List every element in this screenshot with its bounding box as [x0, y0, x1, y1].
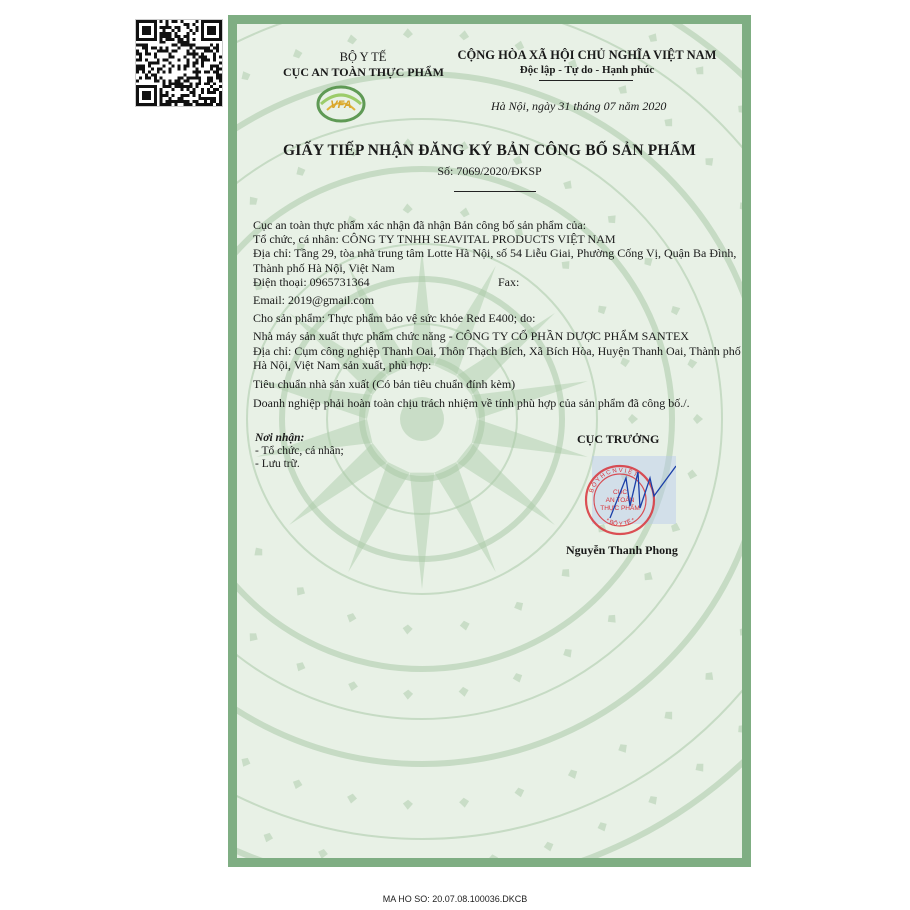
- address-line: Địa chỉ: Tầng 29, tòa nhà trung tâm Lotte Hà Nội, số 54 Liễu Giai, Phường Cống Vị, Quận Ba Đình, Thành phố Hà Nội, Việt Nam: [253, 246, 737, 275]
- document-number: Số: 7069/2020/ĐKSP: [437, 164, 542, 178]
- department-name: CỤC AN TOÀN THỰC PHẨM: [283, 65, 444, 79]
- intro-text: Cục an toàn thực phẩm xác nhận đã nhận Bản công bố sản phẩm của:: [253, 218, 587, 232]
- svg-text:B Ộ Y H C N V I Ệ T: B Ộ Y H C N V I Ệ T: [589, 467, 639, 494]
- responsibility-line: Doanh nghiệp phải hoàn toàn chịu trách nhiệm về tính phù hợp của sản phẩm đã công bố./.: [253, 396, 690, 411]
- certificate-border: [228, 15, 751, 867]
- motto-underline: [539, 80, 633, 81]
- issuing-authority: [283, 50, 443, 80]
- certificate-paper: [237, 24, 742, 858]
- manufacturer-address-line: Địa chỉ: Cụm công nghiệp Thanh Oai, Thôn Thạch Bích, Xã Bích Hòa, Huyện Thanh Oai, Thành phố Hà Nội, Việt Nam sản xuất, phù hợp:: [253, 343, 741, 372]
- recipients-block: [255, 432, 455, 471]
- svg-text:CỤC: CỤC: [612, 489, 628, 496]
- qr-code: [135, 19, 223, 107]
- signer-position: CỤC TRƯỞNG: [577, 432, 660, 446]
- signer-name: Nguyễn Thanh Phong: [566, 543, 678, 557]
- certificate-body: [253, 218, 742, 410]
- standard-line: Tiêu chuẩn nhà sản xuất (Có bản tiêu chuẩn đính kèm): [253, 377, 516, 392]
- svg-text:* BỘ Y TẾ *: * BỘ Y TẾ *: [604, 517, 637, 528]
- svg-text:VFA: VFA: [330, 99, 352, 111]
- fax-line: Fax:: [498, 274, 520, 289]
- vfa-logo-icon: [315, 80, 367, 124]
- recipient-item: - Lưu trữ.: [255, 458, 300, 470]
- national-motto: Độc lập - Tự do - Hạnh phúc: [519, 64, 655, 76]
- phone-line: Điện thoại: 0965731364: [253, 274, 370, 289]
- svg-text:THỰC PHẨM: THỰC PHẨM: [600, 505, 640, 512]
- republic-name: CỘNG HÒA XÃ HỘI CHỦ NGHĨA VIỆT NAM: [457, 48, 717, 62]
- email-line: Email: 2019@gmail.com: [253, 293, 375, 308]
- number-underline: [454, 191, 536, 192]
- recipients-heading: Nơi nhận:: [255, 432, 305, 444]
- contact-row: [253, 275, 742, 289]
- national-header: [437, 48, 737, 78]
- svg-text:AN TOÀN: AN TOÀN: [605, 497, 635, 504]
- manufacturer-line: Nhà máy sản xuất thực phẩm chức năng - CÔNG TY CỔ PHẦN DƯỢC PHẨM SANTEX: [253, 329, 689, 344]
- record-code: MA HO SO: 20.07.08.100036.DKCB: [382, 894, 528, 904]
- official-stamp: [580, 448, 676, 544]
- issue-date: Hà Nội, ngày 31 tháng 07 năm 2020: [491, 99, 667, 113]
- ministry-name: BỘ Y TẾ: [339, 50, 387, 64]
- document-title: GIẤY TIẾP NHẬN ĐĂNG KÝ BẢN CÔNG BỐ SẢN PHẨM: [283, 142, 696, 159]
- recipient-item: - Tổ chức, cá nhân;: [255, 445, 344, 457]
- organization-line: Tổ chức, cá nhân: CÔNG TY TNHH SEAVITAL PRODUCTS VIỆT NAM: [253, 232, 616, 247]
- product-line: Cho sản phẩm: Thực phẩm bảo vệ sức khỏe Red E400; do:: [253, 311, 536, 326]
